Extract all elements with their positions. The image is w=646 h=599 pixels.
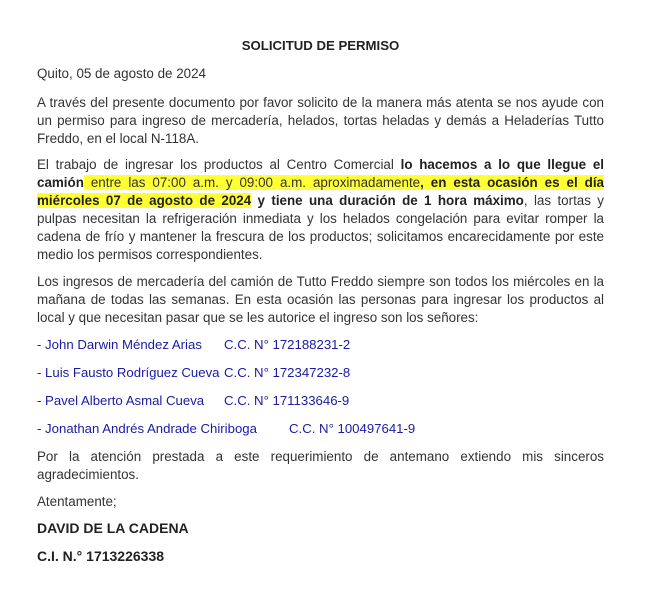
document-title: SOLICITUD DE PERMISO — [241, 38, 400, 53]
schedule-bold-text: lo hacemos a lo que llegue el camión — [37, 157, 604, 190]
paragraph-intro: A través del presente documento por favor solicito de la manera más atenta se nos ayude con un permiso para ingreso de mercadería, helados, tortas heladas y demás a Heladerías Tutto Freddo, en el local N-118A. — [37, 95, 604, 146]
paragraph-thanks: Por la atención prestada a este requerimiento de antemano extiendo mis sinceros agradecimientos. — [37, 449, 604, 482]
signer-name: DAVID DE LA CADENA — [37, 520, 189, 536]
closing-line: Atentamente; — [37, 494, 117, 509]
person-item — [37, 364, 351, 382]
person-item — [37, 336, 351, 354]
paragraph-schedule — [37, 156, 604, 264]
paragraph-people-intro: Los ingresos de mercadería del camión de Tutto Freddo siempre son todos los miércoles en la mañana de todas las semanas. En esta ocasión las personas para ingresar los productos al local y que necesitan pasar que se les autorice el ingreso son los señores: — [37, 274, 604, 325]
person-name: - John Darwin Méndez Arias — [37, 337, 202, 352]
schedule-text-2: , las tortas y pulpas necesitan la refrigeración inmediata y los helados congelación para evitar romper la cadena de frío y mantener la frescura de los productos; solicitamos encarecidamente por este medio los permisos correspondientes. — [37, 193, 604, 262]
person-name: - Jonathan Andrés Andrade Chiriboga — [37, 421, 257, 436]
person-name: - Luis Fausto Rodríguez Cueva — [37, 365, 220, 380]
person-item — [37, 420, 416, 438]
date-line: Quito, 05 de agosto de 2024 — [37, 66, 207, 81]
schedule-text-1: El trabajo de ingresar los productos al Centro Comercial — [37, 157, 401, 172]
person-cc: C.C. N° 171133646-9 — [224, 393, 350, 408]
person-cc: C.C. N° 172188231-2 — [224, 337, 351, 352]
schedule-highlight-date: , en esta ocasión es el día miércoles 07 de agosto de 2024 — [37, 175, 604, 208]
person-item — [37, 392, 350, 410]
person-cc: C.C. N° 172347232-8 — [224, 365, 351, 380]
person-cc: C.C. N° 100497641-9 — [289, 421, 416, 436]
schedule-highlight-time: entre las 07:00 a.m. y 09:00 a.m. aproximadamente — [83, 175, 421, 190]
schedule-duration: y tiene una duración de 1 hora máximo — [251, 193, 524, 208]
person-name: - Pavel Alberto Asmal Cueva — [37, 393, 205, 408]
signer-id: C.I. N.° 1713226338 — [37, 548, 165, 564]
